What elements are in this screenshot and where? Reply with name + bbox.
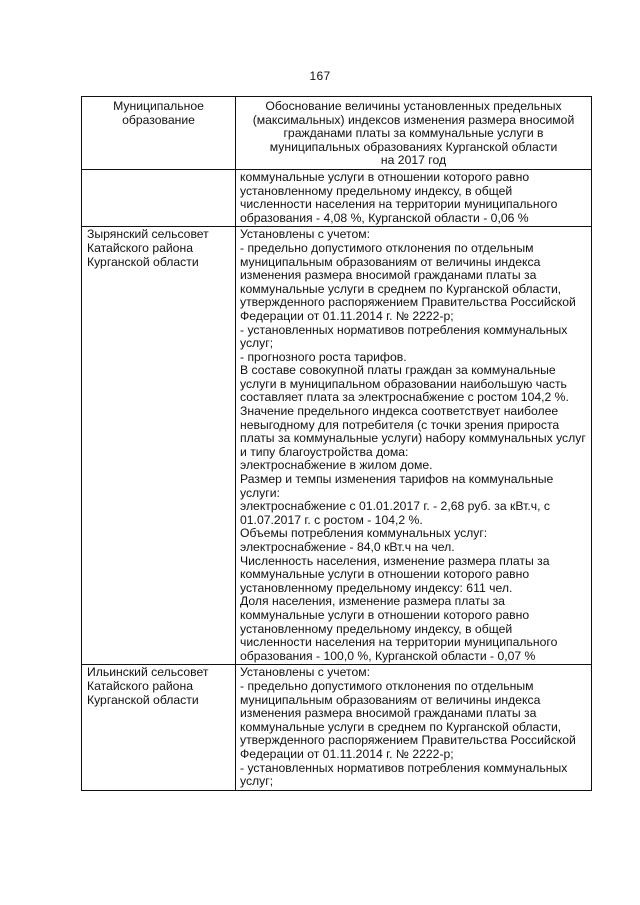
municipality-cell <box>82 227 236 665</box>
text-line: услуги в муниципальном образовании наибольшую часть <box>240 376 567 391</box>
text-line: составляет плата за электроснабжение с ростом 104,2 %. <box>240 390 569 405</box>
text-line: коммунальные услуги в отношении которого равно <box>240 607 530 622</box>
municipality-region: Курганской области <box>87 692 199 707</box>
text-line: электроснабжение - 84,0 кВт.ч на чел. <box>240 540 455 554</box>
text-line: утвержденного распоряжением Правительства Российской <box>240 733 576 748</box>
municipality-region: Курганской области <box>87 254 199 269</box>
text-line: и типу благоустройства дома: <box>240 444 409 459</box>
continuation-row <box>82 169 592 226</box>
text-line: услуг; <box>240 336 274 351</box>
text-line: Объемы потребления коммунальных услуг: <box>240 526 488 541</box>
text-line: Размер и темпы изменения тарифов на коммунальные <box>240 472 554 487</box>
text-line: - прогнозного роста тарифов. <box>240 349 407 364</box>
justification-table <box>81 96 592 791</box>
text-line: Значение предельного индекса соответствует наиболее <box>240 404 559 419</box>
text-line: невыгодному для потребителя (с точки зрения прироста <box>240 417 560 432</box>
header-text-line: (максимальных) индексов изменения размера вносимой <box>252 112 575 127</box>
text-line: муниципальным образованиям от величины индекса <box>240 692 541 707</box>
text-line: услуги: <box>240 485 280 500</box>
header-text-line: образование <box>122 112 195 127</box>
text-line: установленному предельному индексу, в общей <box>240 621 513 636</box>
text-line: численности населения на территории муниципального <box>240 197 558 212</box>
text-line: установленному предельному индексу, в общей <box>240 183 513 198</box>
header-justification <box>236 97 592 170</box>
municipality-cell <box>82 665 236 790</box>
table-row <box>82 227 592 665</box>
text-line: установленному предельному индексу: 611 чел. <box>240 580 513 595</box>
header-text-line: на 2017 год <box>380 153 447 168</box>
text-line: - установленных нормативов потребления коммунальных <box>240 322 568 337</box>
text-line: электроснабжение с 01.01.2017 г. - 2,68 руб. за кВт.ч, с <box>240 499 550 514</box>
table-row <box>82 665 592 790</box>
text-line: Федерации от 01.11.2014 г. № 2222-р; <box>240 308 454 323</box>
header-text-line: Обоснование величины установленных предельных <box>265 99 562 113</box>
text-line: Доля населения, изменение размера платы за <box>240 594 505 609</box>
table-header-row <box>82 97 592 170</box>
page-number: 167 <box>309 69 331 83</box>
municipality-name: Зырянский сельсовет <box>87 227 209 242</box>
municipality-district: Катайского района <box>87 678 193 693</box>
text-line: Установлены с учетом: <box>240 665 370 680</box>
text-line: коммунальные услуги в среднем по Курганской области, <box>240 719 562 734</box>
text-line: платы за коммунальные услуги) набору коммунальных услуг <box>240 431 586 446</box>
justification-cell <box>236 169 592 226</box>
justification-cell <box>236 227 592 665</box>
justification-cell <box>236 665 592 790</box>
text-line: численности населения на территории муниципального <box>240 635 558 650</box>
text-line: - установленных нормативов потребления коммунальных <box>240 760 568 775</box>
header-text-line: Муниципальное <box>113 99 204 113</box>
header-text-line: гражданами платы за коммунальные услуги в <box>283 126 544 141</box>
municipality-district: Катайского района <box>87 240 193 255</box>
text-line: услуг; <box>240 774 274 789</box>
text-line: коммунальные услуги в отношении которого равно <box>240 169 530 184</box>
text-line: изменения размера вносимой гражданами платы за <box>240 268 537 283</box>
text-line: изменения размера вносимой гражданами платы за <box>240 706 537 721</box>
text-line: - предельно допустимого отклонения по отдельным <box>240 240 534 255</box>
text-line: образования - 4,08 %, Курганской области - 0,06 % <box>240 210 529 225</box>
text-line: образования - 100,0 %, Курганской области - 0,07 % <box>240 648 536 663</box>
text-line: электроснабжение в жилом доме. <box>240 458 433 473</box>
text-line: Численность населения, изменение размера платы за <box>240 553 550 568</box>
text-line: утвержденного распоряжением Правительства Российской <box>240 295 576 310</box>
header-text-line: муниципальных образованиях Курганской области <box>269 139 558 154</box>
text-line: коммунальные услуги в среднем по Курганской области, <box>240 281 562 296</box>
text-line: В составе совокупной платы граждан за коммунальные <box>240 363 556 378</box>
text-line: 01.07.2017 г. с ростом - 104,2 %. <box>240 512 423 527</box>
municipality-name: Ильинский сельсовет <box>87 665 209 680</box>
text-line: коммунальные услуги в отношении которого равно <box>240 567 530 582</box>
text-line: муниципальным образованиям от величины индекса <box>240 254 541 269</box>
text-line: - предельно допустимого отклонения по отдельным <box>240 678 534 693</box>
municipality-cell-empty <box>82 169 236 226</box>
text-line: Установлены с учетом: <box>240 227 370 242</box>
header-municipality <box>82 97 236 170</box>
text-line: Федерации от 01.11.2014 г. № 2222-р; <box>240 746 454 761</box>
